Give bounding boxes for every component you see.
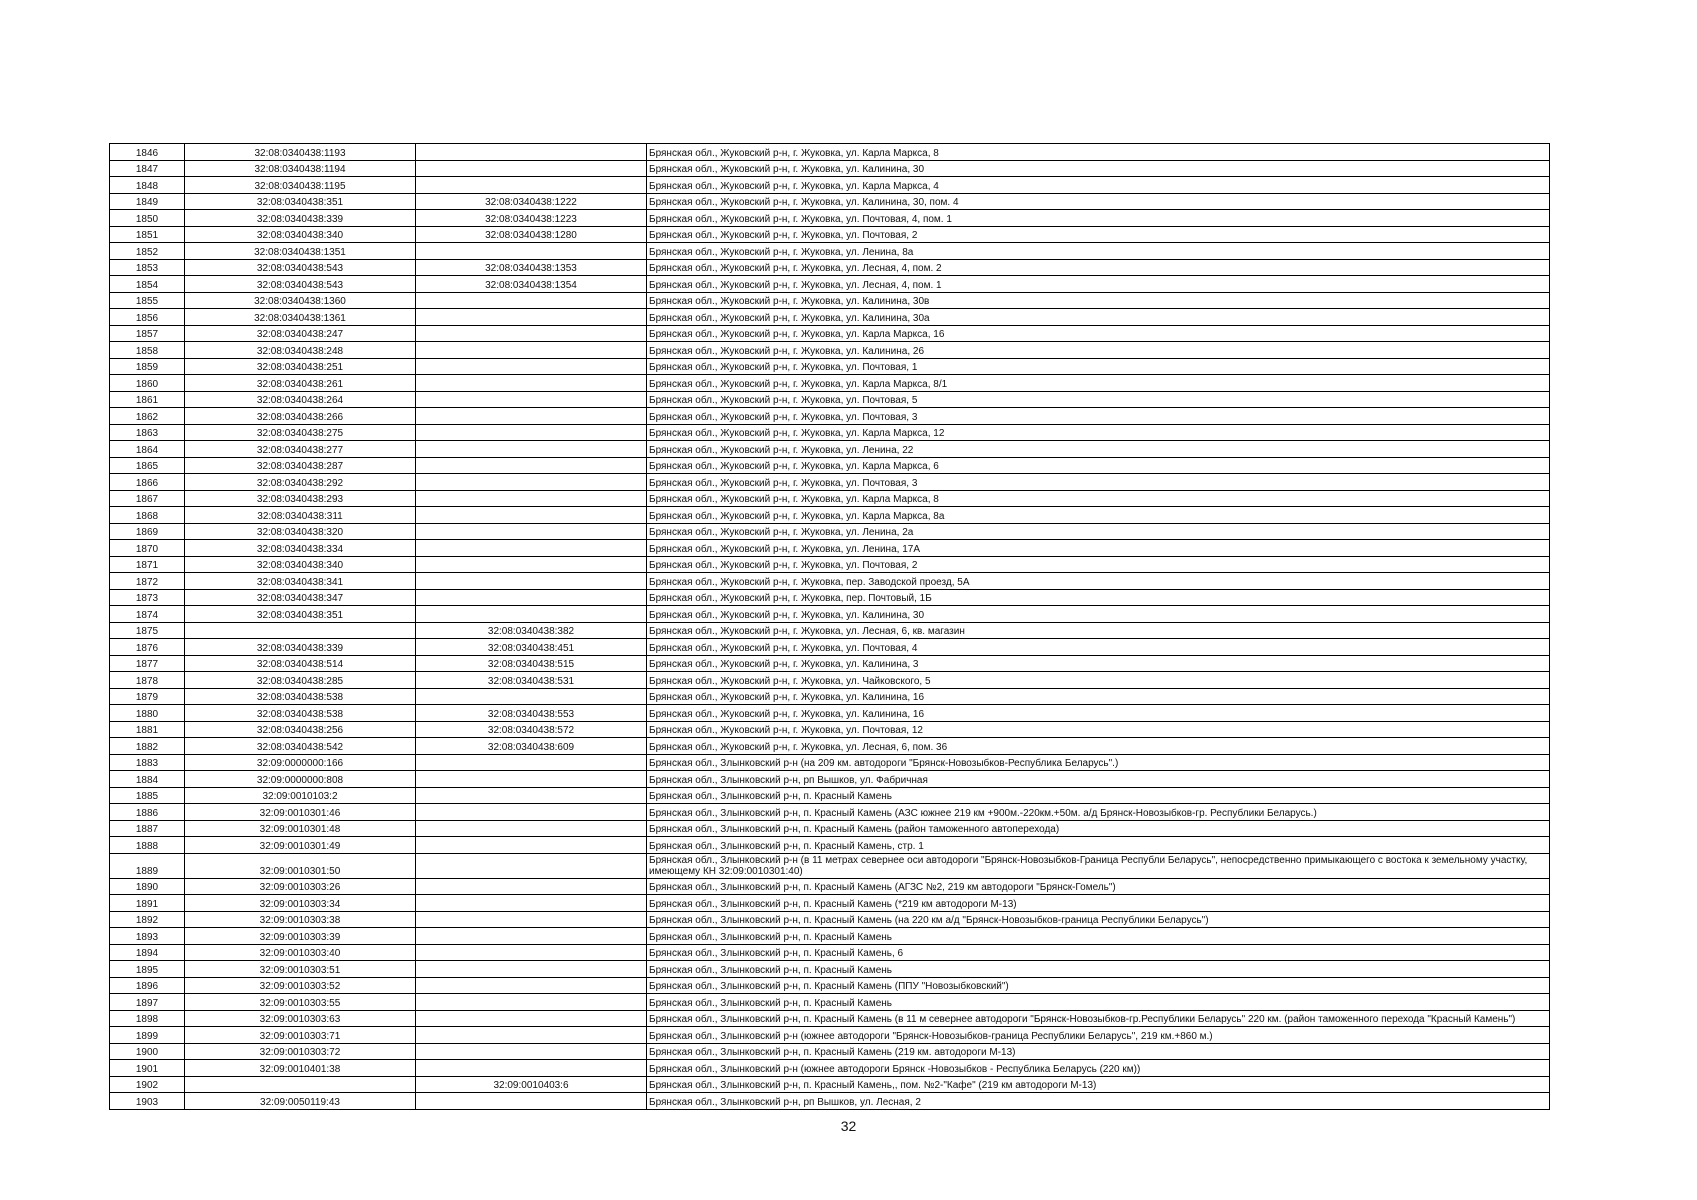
address-cell: Брянская обл., Жуковский р-н, г. Жуковка, ул. Лесная, 6, кв. магазин <box>647 622 1550 639</box>
row-number-cell: 1854 <box>110 276 185 293</box>
address-cell: Брянская обл., Жуковский р-н, г. Жуковка, ул. Калинина, 26 <box>647 342 1550 359</box>
table-row <box>110 1027 1550 1044</box>
cadastral-number-cell: 32:09:0010303:55 <box>185 994 416 1011</box>
table-row <box>110 523 1550 540</box>
object-cadastral-number-cell <box>416 424 647 441</box>
row-number-cell: 1862 <box>110 408 185 425</box>
table-row <box>110 210 1550 227</box>
row-number-cell: 1874 <box>110 606 185 623</box>
page-number: 32 <box>840 1118 857 1134</box>
address-cell: Брянская обл., Жуковский р-н, г. Жуковка, ул. Карла Маркса, 16 <box>647 325 1550 342</box>
cadastral-number-cell: 32:08:0340438:1194 <box>185 160 416 177</box>
object-cadastral-number-cell: 32:08:0340438:1353 <box>416 259 647 276</box>
object-cadastral-number-cell <box>416 771 647 788</box>
cadastral-number-cell: 32:08:0340438:320 <box>185 523 416 540</box>
address-cell: Брянская обл., Жуковский р-н, г. Жуковка, ул. Почтовая, 2 <box>647 556 1550 573</box>
table-row <box>110 490 1550 507</box>
row-number-cell: 1855 <box>110 292 185 309</box>
address-cell: Брянская обл., Жуковский р-н, г. Жуковка, ул. Карла Маркса, 8 <box>647 144 1550 161</box>
address-cell: Брянская обл., Жуковский р-н, г. Жуковка, ул. Почтовая, 3 <box>647 474 1550 491</box>
table-row <box>110 738 1550 755</box>
address-cell: Брянская обл., Жуковский р-н, г. Жуковка, ул. Лесная, 6, пом. 36 <box>647 738 1550 755</box>
row-number-cell: 1848 <box>110 177 185 194</box>
table-row <box>110 144 1550 161</box>
row-number-cell: 1870 <box>110 540 185 557</box>
object-cadastral-number-cell <box>416 928 647 945</box>
address-cell: Брянская обл., Злынковский р-н, рп Вышков, ул. Лесная, 2 <box>647 1093 1550 1110</box>
row-number-cell: 1887 <box>110 820 185 837</box>
object-cadastral-number-cell <box>416 1093 647 1110</box>
table-row <box>110 375 1550 392</box>
object-cadastral-number-cell <box>416 895 647 912</box>
address-cell: Брянская обл., Жуковский р-н, г. Жуковка, ул. Карла Маркса, 6 <box>647 457 1550 474</box>
address-cell: Брянская обл., Злынковский р-н, п. Красный Камень,, пом. №2-"Кафе" (219 км автодороги М-13) <box>647 1076 1550 1093</box>
register-table <box>109 143 1550 1110</box>
object-cadastral-number-cell <box>416 160 647 177</box>
table-row <box>110 177 1550 194</box>
cadastral-number-cell: 32:09:0000000:166 <box>185 754 416 771</box>
object-cadastral-number-cell: 32:08:0340438:531 <box>416 672 647 689</box>
table-row <box>110 160 1550 177</box>
row-number-cell: 1878 <box>110 672 185 689</box>
row-number-cell: 1865 <box>110 457 185 474</box>
address-cell: Брянская обл., Злынковский р-н, п. Красный Камень (*219 км автодороги М-13) <box>647 895 1550 912</box>
cadastral-number-cell: 32:08:0340438:292 <box>185 474 416 491</box>
row-number-cell: 1879 <box>110 688 185 705</box>
cadastral-number-cell: 32:08:0340438:543 <box>185 259 416 276</box>
address-cell: Брянская обл., Злынковский р-н, п. Красный Камень (219 км. автодороги М-13) <box>647 1043 1550 1060</box>
row-number-cell: 1847 <box>110 160 185 177</box>
row-number-cell: 1900 <box>110 1043 185 1060</box>
address-cell: Брянская обл., Злынковский р-н (в 11 метрах севернее оси автодороги "Брянск-Новозыбков-Граница Республи Беларусь", непосредственно примыкающего с востока к земельному участку, имеющему КН 32:09:0010301:40) <box>647 853 1550 878</box>
address-cell: Брянская обл., Злынковский р-н, п. Красный Камень (АГЗС №2, 219 км автодороги "Брянск-Гомель") <box>647 878 1550 895</box>
address-cell: Брянская обл., Жуковский р-н, г. Жуковка, ул. Калинина, 30 <box>647 160 1550 177</box>
table-row <box>110 1076 1550 1093</box>
address-cell: Брянская обл., Жуковский р-н, г. Жуковка, ул. Чайковского, 5 <box>647 672 1550 689</box>
address-cell: Брянская обл., Жуковский р-н, г. Жуковка, ул. Ленина, 17А <box>647 540 1550 557</box>
address-cell: Брянская обл., Жуковский р-н, г. Жуковка, ул. Лесная, 4, пом. 2 <box>647 259 1550 276</box>
object-cadastral-number-cell <box>416 1060 647 1077</box>
cadastral-number-cell: 32:09:0050119:43 <box>185 1093 416 1110</box>
table-row <box>110 556 1550 573</box>
cadastral-number-cell: 32:08:0340438:256 <box>185 721 416 738</box>
cadastral-number-cell: 32:08:0340438:251 <box>185 358 416 375</box>
row-number-cell: 1902 <box>110 1076 185 1093</box>
object-cadastral-number-cell: 32:08:0340438:1280 <box>416 226 647 243</box>
table-row <box>110 424 1550 441</box>
table-row <box>110 672 1550 689</box>
object-cadastral-number-cell <box>416 523 647 540</box>
object-cadastral-number-cell <box>416 243 647 260</box>
address-cell: Брянская обл., Жуковский р-н, г. Жуковка, ул. Калинина, 30, пом. 4 <box>647 193 1550 210</box>
table-row <box>110 292 1550 309</box>
table-row <box>110 1010 1550 1027</box>
cadastral-number-cell: 32:08:0340438:340 <box>185 556 416 573</box>
object-cadastral-number-cell: 32:08:0340438:382 <box>416 622 647 639</box>
object-cadastral-number-cell: 32:09:0010403:6 <box>416 1076 647 1093</box>
table-row <box>110 878 1550 895</box>
table-row <box>110 391 1550 408</box>
table-row <box>110 606 1550 623</box>
row-number-cell: 1897 <box>110 994 185 1011</box>
object-cadastral-number-cell <box>416 820 647 837</box>
address-cell: Брянская обл., Жуковский р-н, г. Жуковка, ул. Почтовая, 12 <box>647 721 1550 738</box>
row-number-cell: 1894 <box>110 944 185 961</box>
cadastral-number-cell: 32:08:0340438:351 <box>185 606 416 623</box>
row-number-cell: 1856 <box>110 309 185 326</box>
table-row <box>110 837 1550 854</box>
row-number-cell: 1850 <box>110 210 185 227</box>
table-row <box>110 226 1550 243</box>
object-cadastral-number-cell: 32:08:0340438:451 <box>416 639 647 656</box>
table-row <box>110 408 1550 425</box>
address-cell: Брянская обл., Жуковский р-н, г. Жуковка, пер. Почтовый, 1Б <box>647 589 1550 606</box>
table-row <box>110 994 1550 1011</box>
object-cadastral-number-cell <box>416 837 647 854</box>
row-number-cell: 1852 <box>110 243 185 260</box>
object-cadastral-number-cell <box>416 144 647 161</box>
row-number-cell: 1869 <box>110 523 185 540</box>
cadastral-number-cell: 32:08:0340438:248 <box>185 342 416 359</box>
object-cadastral-number-cell <box>416 606 647 623</box>
cadastral-number-cell: 32:08:0340438:293 <box>185 490 416 507</box>
row-number-cell: 1882 <box>110 738 185 755</box>
cadastral-number-cell: 32:08:0340438:285 <box>185 672 416 689</box>
table-row <box>110 895 1550 912</box>
address-cell: Брянская обл., Жуковский р-н, г. Жуковка, ул. Ленина, 8а <box>647 243 1550 260</box>
table-row <box>110 1060 1550 1077</box>
object-cadastral-number-cell <box>416 540 647 557</box>
row-number-cell: 1858 <box>110 342 185 359</box>
cadastral-number-cell <box>185 1076 416 1093</box>
cadastral-number-cell: 32:09:0010303:38 <box>185 911 416 928</box>
object-cadastral-number-cell <box>416 358 647 375</box>
row-number-cell: 1857 <box>110 325 185 342</box>
table-row <box>110 961 1550 978</box>
cadastral-number-cell: 32:08:0340438:1351 <box>185 243 416 260</box>
address-cell: Брянская обл., Жуковский р-н, г. Жуковка, ул. Ленина, 22 <box>647 441 1550 458</box>
address-cell: Брянская обл., Жуковский р-н, г. Жуковка, ул. Калинина, 30 <box>647 606 1550 623</box>
table-row <box>110 441 1550 458</box>
address-cell: Брянская обл., Злынковский р-н, п. Красный Камень (район таможенного автоперехода) <box>647 820 1550 837</box>
table-row <box>110 721 1550 738</box>
row-number-cell: 1885 <box>110 787 185 804</box>
table-row <box>110 820 1550 837</box>
address-cell: Брянская обл., Жуковский р-н, г. Жуковка, ул. Калинина, 30а <box>647 309 1550 326</box>
row-number-cell: 1867 <box>110 490 185 507</box>
row-number-cell: 1886 <box>110 804 185 821</box>
table-row <box>110 911 1550 928</box>
object-cadastral-number-cell <box>416 441 647 458</box>
row-number-cell: 1899 <box>110 1027 185 1044</box>
object-cadastral-number-cell <box>416 177 647 194</box>
object-cadastral-number-cell <box>416 292 647 309</box>
object-cadastral-number-cell: 32:08:0340438:1223 <box>416 210 647 227</box>
object-cadastral-number-cell <box>416 507 647 524</box>
row-number-cell: 1883 <box>110 754 185 771</box>
cadastral-number-cell: 32:09:0010301:49 <box>185 837 416 854</box>
cadastral-number-cell: 32:08:0340438:340 <box>185 226 416 243</box>
cadastral-number-cell: 32:09:0010303:63 <box>185 1010 416 1027</box>
row-number-cell: 1846 <box>110 144 185 161</box>
table-row <box>110 622 1550 639</box>
row-number-cell: 1896 <box>110 977 185 994</box>
object-cadastral-number-cell <box>416 688 647 705</box>
cadastral-number-cell: 32:08:0340438:287 <box>185 457 416 474</box>
row-number-cell: 1851 <box>110 226 185 243</box>
row-number-cell: 1875 <box>110 622 185 639</box>
row-number-cell: 1903 <box>110 1093 185 1110</box>
table-row <box>110 474 1550 491</box>
row-number-cell: 1860 <box>110 375 185 392</box>
row-number-cell: 1889 <box>110 853 185 878</box>
address-cell: Брянская обл., Злынковский р-н (южнее автодороги Брянск -Новозыбков - Республика Беларусь (220 км)) <box>647 1060 1550 1077</box>
cadastral-number-cell: 32:09:0010303:34 <box>185 895 416 912</box>
row-number-cell: 1893 <box>110 928 185 945</box>
address-cell: Брянская обл., Жуковский р-н, г. Жуковка, ул. Карла Маркса, 12 <box>647 424 1550 441</box>
address-cell: Брянская обл., Злынковский р-н, п. Красный Камень <box>647 994 1550 1011</box>
row-number-cell: 1892 <box>110 911 185 928</box>
cadastral-number-cell: 32:08:0340438:1360 <box>185 292 416 309</box>
table-row <box>110 243 1550 260</box>
address-cell: Брянская обл., Злынковский р-н, п. Красный Камень (на 220 км а/д "Брянск-Новозыбков-граница Республики Беларусь") <box>647 911 1550 928</box>
object-cadastral-number-cell: 32:08:0340438:572 <box>416 721 647 738</box>
cadastral-number-cell: 32:09:0010301:50 <box>185 853 416 878</box>
cadastral-number-cell: 32:09:0000000:808 <box>185 771 416 788</box>
row-number-cell: 1853 <box>110 259 185 276</box>
row-number-cell: 1873 <box>110 589 185 606</box>
address-cell: Брянская обл., Злынковский р-н (южнее автодороги "Брянск-Новозыбков-граница Республики Беларусь", 219 км.+860 м.) <box>647 1027 1550 1044</box>
address-cell: Брянская обл., Жуковский р-н, г. Жуковка, ул. Карла Маркса, 8/1 <box>647 375 1550 392</box>
cadastral-number-cell: 32:08:0340438:538 <box>185 688 416 705</box>
address-cell: Брянская обл., Жуковский р-н, г. Жуковка, ул. Почтовая, 4 <box>647 639 1550 656</box>
row-number-cell: 1863 <box>110 424 185 441</box>
object-cadastral-number-cell <box>416 490 647 507</box>
table-row <box>110 804 1550 821</box>
address-cell: Брянская обл., Злынковский р-н, п. Красный Камень (АЗС южнее 219 км +900м.-220км.+50м. а/д Брянск-Новозыбков-гр. Республики Беларусь.) <box>647 804 1550 821</box>
cadastral-number-cell: 32:08:0340438:261 <box>185 375 416 392</box>
cadastral-number-cell: 32:08:0340438:264 <box>185 391 416 408</box>
address-cell: Брянская обл., Злынковский р-н (на 209 км. автодороги "Брянск-Новозыбков-Республика Беларусь".) <box>647 754 1550 771</box>
cadastral-number-cell: 32:09:0010303:51 <box>185 961 416 978</box>
address-cell: Брянская обл., Злынковский р-н, п. Красный Камень <box>647 787 1550 804</box>
cadastral-number-cell: 32:08:0340438:339 <box>185 210 416 227</box>
object-cadastral-number-cell <box>416 589 647 606</box>
cadastral-number-cell: 32:08:0340438:1361 <box>185 309 416 326</box>
table-row <box>110 655 1550 672</box>
table-row <box>110 705 1550 722</box>
address-cell: Брянская обл., Жуковский р-н, г. Жуковка, ул. Почтовая, 4, пом. 1 <box>647 210 1550 227</box>
table-row <box>110 754 1550 771</box>
table-row <box>110 573 1550 590</box>
row-number-cell: 1872 <box>110 573 185 590</box>
object-cadastral-number-cell <box>416 457 647 474</box>
row-number-cell: 1895 <box>110 961 185 978</box>
cadastral-number-cell: 32:08:0340438:266 <box>185 408 416 425</box>
table-row <box>110 309 1550 326</box>
table-row <box>110 507 1550 524</box>
cadastral-number-cell: 32:09:0010301:46 <box>185 804 416 821</box>
table-row <box>110 944 1550 961</box>
cadastral-number-cell: 32:09:0010303:26 <box>185 878 416 895</box>
row-number-cell: 1901 <box>110 1060 185 1077</box>
row-number-cell: 1864 <box>110 441 185 458</box>
address-cell: Брянская обл., Жуковский р-н, г. Жуковка, ул. Карла Маркса, 8а <box>647 507 1550 524</box>
object-cadastral-number-cell: 32:08:0340438:1222 <box>416 193 647 210</box>
table-row <box>110 540 1550 557</box>
cadastral-number-cell <box>185 622 416 639</box>
table-row <box>110 325 1550 342</box>
object-cadastral-number-cell <box>416 325 647 342</box>
table-row <box>110 276 1550 293</box>
object-cadastral-number-cell <box>416 787 647 804</box>
table-row <box>110 977 1550 994</box>
address-cell: Брянская обл., Злынковский р-н, п. Красный Камень <box>647 928 1550 945</box>
cadastral-number-cell: 32:08:0340438:351 <box>185 193 416 210</box>
table-row <box>110 928 1550 945</box>
object-cadastral-number-cell <box>416 804 647 821</box>
cadastral-number-cell: 32:08:0340438:543 <box>185 276 416 293</box>
cadastral-number-cell: 32:09:0010303:72 <box>185 1043 416 1060</box>
row-number-cell: 1849 <box>110 193 185 210</box>
table-row <box>110 589 1550 606</box>
row-number-cell: 1884 <box>110 771 185 788</box>
row-number-cell: 1861 <box>110 391 185 408</box>
table-row <box>110 457 1550 474</box>
table-row <box>110 1093 1550 1110</box>
table-row <box>110 358 1550 375</box>
table-row <box>110 853 1550 878</box>
address-cell: Брянская обл., Жуковский р-н, г. Жуковка, ул. Карла Маркса, 8 <box>647 490 1550 507</box>
cadastral-number-cell: 32:08:0340438:334 <box>185 540 416 557</box>
object-cadastral-number-cell <box>416 944 647 961</box>
address-cell: Брянская обл., Жуковский р-н, г. Жуковка, ул. Почтовая, 2 <box>647 226 1550 243</box>
cadastral-number-cell: 32:09:0010301:48 <box>185 820 416 837</box>
object-cadastral-number-cell <box>416 977 647 994</box>
object-cadastral-number-cell <box>416 474 647 491</box>
address-cell: Брянская обл., Жуковский р-н, г. Жуковка, ул. Почтовая, 3 <box>647 408 1550 425</box>
row-number-cell: 1876 <box>110 639 185 656</box>
cadastral-number-cell: 32:08:0340438:277 <box>185 441 416 458</box>
cadastral-number-cell: 32:08:0340438:347 <box>185 589 416 606</box>
table-row <box>110 259 1550 276</box>
address-cell: Брянская обл., Злынковский р-н, п. Красный Камень (ППУ "Новозыбковский") <box>647 977 1550 994</box>
row-number-cell: 1898 <box>110 1010 185 1027</box>
row-number-cell: 1859 <box>110 358 185 375</box>
address-cell: Брянская обл., Жуковский р-н, г. Жуковка, ул. Калинина, 3 <box>647 655 1550 672</box>
cadastral-number-cell: 32:08:0340438:538 <box>185 705 416 722</box>
row-number-cell: 1868 <box>110 507 185 524</box>
object-cadastral-number-cell <box>416 309 647 326</box>
row-number-cell: 1877 <box>110 655 185 672</box>
object-cadastral-number-cell <box>416 1010 647 1027</box>
cadastral-number-cell: 32:09:0010303:71 <box>185 1027 416 1044</box>
address-cell: Брянская обл., Жуковский р-н, г. Жуковка, ул. Карла Маркса, 4 <box>647 177 1550 194</box>
address-cell: Брянская обл., Злынковский р-н, рп Вышков, ул. Фабричная <box>647 771 1550 788</box>
address-cell: Брянская обл., Жуковский р-н, г. Жуковка, ул. Калинина, 30в <box>647 292 1550 309</box>
object-cadastral-number-cell <box>416 994 647 1011</box>
table-row <box>110 193 1550 210</box>
address-cell: Брянская обл., Жуковский р-н, г. Жуковка, пер. Заводской проезд, 5А <box>647 573 1550 590</box>
object-cadastral-number-cell: 32:08:0340438:1354 <box>416 276 647 293</box>
row-number-cell: 1890 <box>110 878 185 895</box>
object-cadastral-number-cell <box>416 911 647 928</box>
object-cadastral-number-cell <box>416 408 647 425</box>
cadastral-number-cell: 32:09:0010303:40 <box>185 944 416 961</box>
table-row <box>110 1043 1550 1060</box>
object-cadastral-number-cell <box>416 1027 647 1044</box>
cadastral-number-cell: 32:08:0340438:514 <box>185 655 416 672</box>
table-row <box>110 787 1550 804</box>
object-cadastral-number-cell <box>416 573 647 590</box>
table-row <box>110 342 1550 359</box>
cadastral-number-cell: 32:08:0340438:341 <box>185 573 416 590</box>
address-cell: Брянская обл., Жуковский р-н, г. Жуковка, ул. Почтовая, 1 <box>647 358 1550 375</box>
object-cadastral-number-cell <box>416 1043 647 1060</box>
object-cadastral-number-cell <box>416 961 647 978</box>
object-cadastral-number-cell <box>416 853 647 878</box>
object-cadastral-number-cell <box>416 375 647 392</box>
row-number-cell: 1866 <box>110 474 185 491</box>
table-row <box>110 688 1550 705</box>
address-cell: Брянская обл., Жуковский р-н, г. Жуковка, ул. Калинина, 16 <box>647 688 1550 705</box>
object-cadastral-number-cell <box>416 391 647 408</box>
object-cadastral-number-cell: 32:08:0340438:553 <box>416 705 647 722</box>
cadastral-number-cell: 32:09:0010103:2 <box>185 787 416 804</box>
object-cadastral-number-cell <box>416 342 647 359</box>
address-cell: Брянская обл., Злынковский р-н, п. Красный Камень, стр. 1 <box>647 837 1550 854</box>
row-number-cell: 1891 <box>110 895 185 912</box>
register-table-body <box>110 144 1550 1110</box>
row-number-cell: 1881 <box>110 721 185 738</box>
address-cell: Брянская обл., Жуковский р-н, г. Жуковка, ул. Лесная, 4, пом. 1 <box>647 276 1550 293</box>
object-cadastral-number-cell: 32:08:0340438:609 <box>416 738 647 755</box>
address-cell: Брянская обл., Жуковский р-н, г. Жуковка, ул. Почтовая, 5 <box>647 391 1550 408</box>
cadastral-number-cell: 32:09:0010303:52 <box>185 977 416 994</box>
object-cadastral-number-cell <box>416 556 647 573</box>
cadastral-number-cell: 32:08:0340438:339 <box>185 639 416 656</box>
cadastral-number-cell: 32:08:0340438:542 <box>185 738 416 755</box>
table-row <box>110 639 1550 656</box>
object-cadastral-number-cell: 32:08:0340438:515 <box>416 655 647 672</box>
row-number-cell: 1888 <box>110 837 185 854</box>
cadastral-number-cell: 32:08:0340438:311 <box>185 507 416 524</box>
object-cadastral-number-cell <box>416 754 647 771</box>
table-row <box>110 771 1550 788</box>
cadastral-number-cell: 32:08:0340438:1193 <box>185 144 416 161</box>
cadastral-number-cell: 32:08:0340438:1195 <box>185 177 416 194</box>
address-cell: Брянская обл., Злынковский р-н, п. Красный Камень (в 11 м севернее автодороги "Брянск-Новозыбков-гр.Республики Беларусь" 220 км. (район таможенного перехода "Красный Камень") <box>647 1010 1550 1027</box>
cadastral-number-cell: 32:08:0340438:247 <box>185 325 416 342</box>
object-cadastral-number-cell <box>416 878 647 895</box>
address-cell: Брянская обл., Жуковский р-н, г. Жуковка, ул. Ленина, 2а <box>647 523 1550 540</box>
cadastral-number-cell: 32:08:0340438:275 <box>185 424 416 441</box>
row-number-cell: 1871 <box>110 556 185 573</box>
cadastral-number-cell: 32:09:0010401:38 <box>185 1060 416 1077</box>
address-cell: Брянская обл., Злынковский р-н, п. Красный Камень, 6 <box>647 944 1550 961</box>
row-number-cell: 1880 <box>110 705 185 722</box>
address-cell: Брянская обл., Жуковский р-н, г. Жуковка, ул. Калинина, 16 <box>647 705 1550 722</box>
cadastral-number-cell: 32:09:0010303:39 <box>185 928 416 945</box>
address-cell: Брянская обл., Злынковский р-н, п. Красный Камень <box>647 961 1550 978</box>
